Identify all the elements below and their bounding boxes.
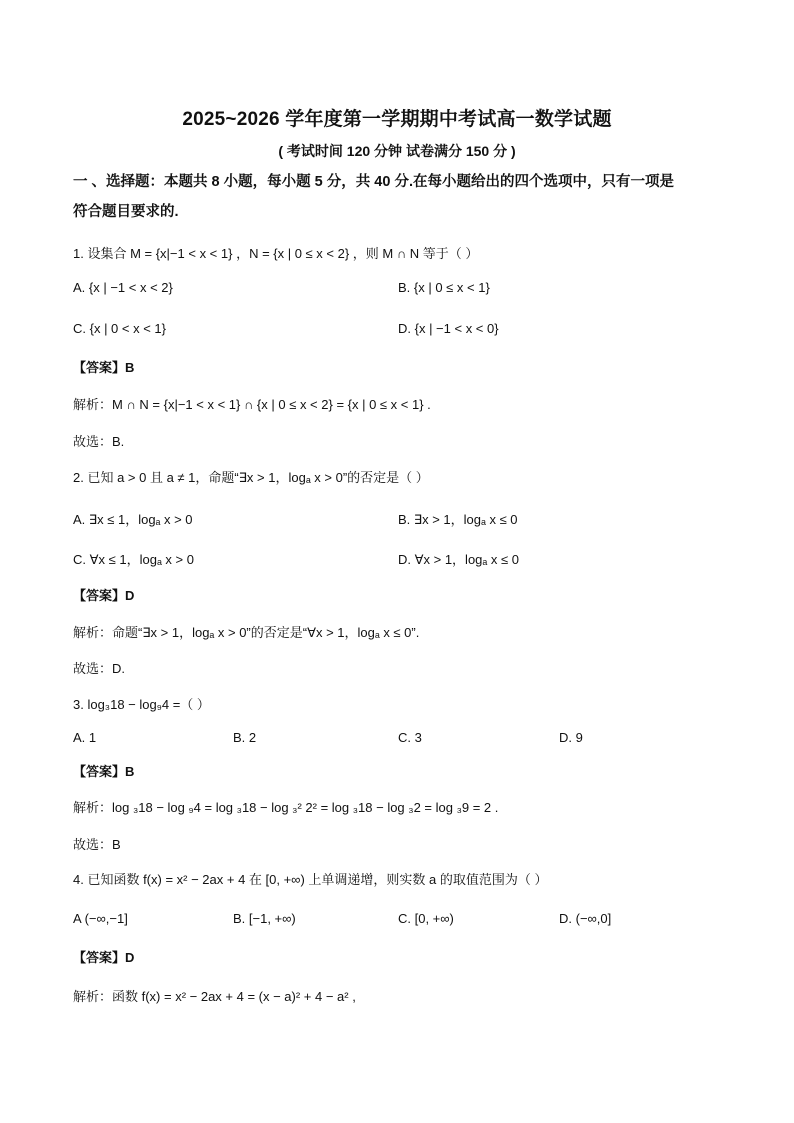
- page-subtitle: ( 考试时间 120 分钟 试卷满分 150 分 ): [278, 143, 516, 159]
- q3-option-d: D. 9: [559, 730, 583, 745]
- q1-analysis: 解析：M ∩ N = {x|−1 < x < 1} ∩ {x | 0 ≤ x < 2} = {x | 0 ≤ x < 1} .: [73, 397, 431, 412]
- q3-option-b: B. 2: [233, 730, 257, 745]
- q1-answer: 【答案】B: [73, 360, 135, 375]
- q3-answer: 【答案】B: [73, 764, 135, 779]
- section-intro-line1: 一 、选择题：本题共 8 小题，每小题 5 分，共 40 分.在每小题给出的四个选项中，只有一项是: [73, 174, 674, 190]
- q2-answer: 【答案】D: [73, 588, 135, 603]
- q2-choice: 故选：D.: [73, 661, 126, 676]
- q4-option-b: B. [−1, +∞): [233, 911, 296, 926]
- q2-analysis: 解析：命题“∃x > 1，logₐ x > 0”的否定是“∀x > 1，logₐ x ≤ 0”.: [73, 625, 420, 640]
- q4-option-d: D. (−∞,0]: [559, 911, 612, 926]
- q3-choice: 故选：B: [73, 837, 121, 852]
- q3-analysis: 解析：log ₃18 − log ₉4 = log ₃18 − log ₃² 2² = log ₃18 − log ₃2 = log ₃9 = 2 .: [73, 800, 499, 815]
- q1-stem: 1. 设集合 M = {x|−1 < x < 1} ，N = {x | 0 ≤ x < 2} ，则 M ∩ N 等于（ ）: [73, 246, 479, 261]
- q4-analysis: 解析：函数 f(x) = x² − 2ax + 4 = (x − a)² + 4 − a² ,: [73, 989, 356, 1004]
- q2-option-c: C. ∀x ≤ 1，logₐ x > 0: [73, 552, 194, 567]
- q3-option-a: A. 1: [73, 730, 97, 745]
- q1-option-a: A. {x | −1 < x < 2}: [73, 280, 173, 295]
- q2-stem: 2. 已知 a > 0 且 a ≠ 1，命题“∃x > 1，logₐ x > 0”的否定是（ ）: [73, 470, 429, 485]
- q1-choice: 故选：B.: [73, 434, 125, 449]
- page-title: 2025~2026 学年度第一学期期中考试高一数学试题: [182, 109, 612, 130]
- q1-option-b: B. {x | 0 ≤ x < 1}: [398, 280, 490, 295]
- q1-option-c: C. {x | 0 < x < 1}: [73, 321, 166, 336]
- q3-stem: 3. log₃18 − log₉4 =（ ）: [73, 697, 210, 712]
- q4-stem: 4. 已知函数 f(x) = x² − 2ax + 4 在 [0, +∞) 上单调递增，则实数 a 的取值范围为（ ）: [73, 872, 548, 887]
- q2-option-b: B. ∃x > 1，logₐ x ≤ 0: [398, 512, 518, 527]
- q2-option-a: A. ∃x ≤ 1，logₐ x > 0: [73, 512, 193, 527]
- section-intro-line2: 符合题目要求的.: [73, 204, 179, 220]
- q3-option-c: C. 3: [398, 730, 422, 745]
- q4-option-c: C. [0, +∞): [398, 911, 454, 926]
- q1-option-d: D. {x | −1 < x < 0}: [398, 321, 499, 336]
- q4-option-a: A (−∞,−1]: [73, 911, 128, 926]
- q4-answer: 【答案】D: [73, 950, 135, 965]
- q2-option-d: D. ∀x > 1，logₐ x ≤ 0: [398, 552, 519, 567]
